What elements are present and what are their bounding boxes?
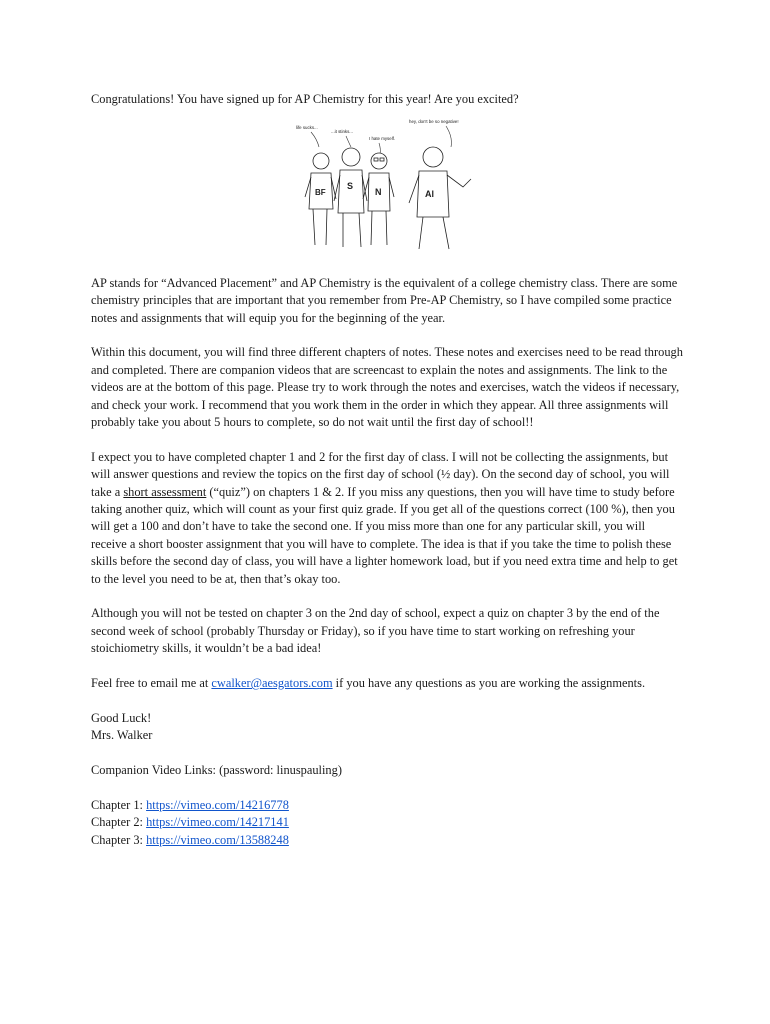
closing-line: Good Luck! xyxy=(91,710,152,725)
shirt-label-1: BF xyxy=(315,188,326,198)
email-link[interactable]: cwalker@aesgators.com xyxy=(211,676,333,691)
contact-text-end: if you have any questions as you are working the assignments. xyxy=(332,676,646,691)
chapter-1-line xyxy=(91,797,683,814)
cartoon-illustration xyxy=(291,117,481,257)
paragraph-chapter-3: Although you will not be tested on chapter 3 on the 2nd day of school, expect a quiz on chapter 3 by the end of the second week of school (probably Thursday or Friday), so if you have time to start working on refreshing your stoichiometry skills, it wouldn’t be a bad idea! xyxy=(91,606,660,656)
chapter-1-label: Chapter 1: xyxy=(91,797,147,812)
signature: Mrs. Walker xyxy=(91,728,153,743)
chapter-2-line xyxy=(91,814,683,831)
shirt-label-4: Al xyxy=(425,189,434,200)
chapter-2-video-link[interactable]: https://vimeo.com/14217141 xyxy=(146,815,289,830)
bubble-text-3: I hate myself. xyxy=(369,136,396,142)
paragraph-document-overview: Within this document, you will find three different chapters of notes. These notes and exercises need to be read through and completed. There are companion videos that are screencast to explain the notes and assignments. The link to the videos are at the bottom of this page. Please try to work through the notes and exercises, watch the videos if necessary, and check your work. I recommend that you work them in the order in which they appear. All three assignments will probably take you about 5 hours to complete, so do not wait until the first day of school!! xyxy=(91,345,683,430)
bubble-text-4: hey, don't be so negative! xyxy=(409,119,459,125)
expectations-text-start: I expect you to have completed chapter 1 and 2 for the first day of class. I will not be collecting the assignments, but will answer questions and review the topics on the first day of school (½ day). On the second day of school, you will take a xyxy=(91,449,670,499)
chapter-3-line xyxy=(91,832,683,849)
intro-text: Congratulations! You have signed up for AP Chemistry for this year! Are you excited? xyxy=(91,92,519,106)
paragraph-expectations xyxy=(91,449,683,588)
shirt-label-2: S xyxy=(347,181,354,192)
chapter-3-video-link[interactable]: https://vimeo.com/13588248 xyxy=(146,832,289,847)
chapter-1-video-link[interactable]: https://vimeo.com/14216778 xyxy=(146,797,289,812)
videos-heading: Companion Video Links: (password: linuspauling) xyxy=(91,763,342,778)
bubble-text-1: life sucks... xyxy=(296,125,318,131)
document-body xyxy=(91,91,683,849)
paragraph-ap-definition: AP stands for “Advanced Placement” and AP Chemistry is the equivalent of a college chemistry class. There are some chemistry principles that are important that you remember from Pre-AP Chemistry, so I have compiled some practice notes and assignments that will equip you for the beginning of the year. xyxy=(91,275,678,325)
shirt-label-3: N xyxy=(375,187,382,198)
bubble-text-2: ...it stinks... xyxy=(331,129,353,135)
chapter-3-label: Chapter 3: xyxy=(91,832,147,847)
short-assessment-text: short assessment xyxy=(123,484,207,499)
chapter-2-label: Chapter 2: xyxy=(91,815,147,830)
expectations-text-end: (“quiz”) on chapters 1 & 2. If you miss any questions, then you will have time to study before taking another quiz, which will count as your first quiz grade. If you get all of the questions correct (100 %), then you will get a 100 and don’t have to take the second one. If you miss more than one for any particular skill, you will receive a short booster assignment that you will have to complete. The idea is that if you take the time to polish these skills before the second day of class, you will have a lighter homework load, but if you need extra time and help to get to the level you need to be at, then that’s okay too. xyxy=(91,484,678,586)
contact-text-start: Feel free to email me at xyxy=(91,676,212,691)
paragraph-contact xyxy=(91,675,683,692)
